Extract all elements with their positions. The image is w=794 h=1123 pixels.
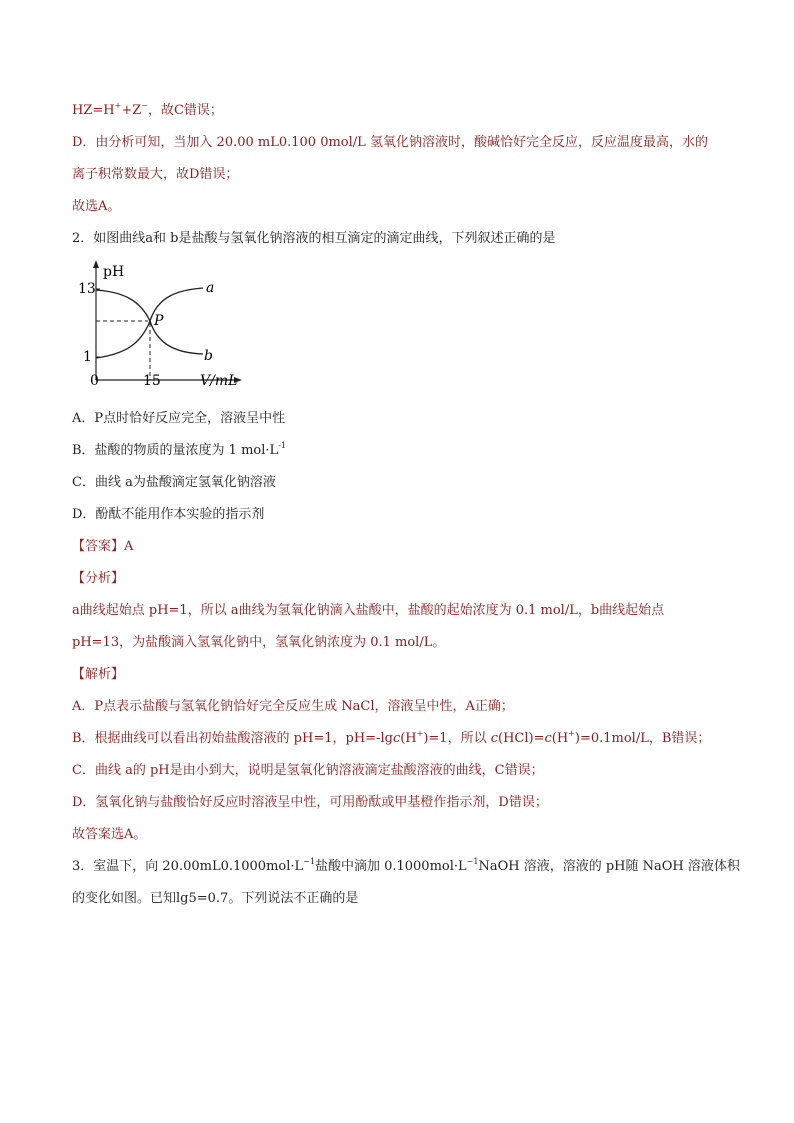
analysis-line-2: pH=13，为盐酸滴入氢氧化钠中，氢氧化钠浓度为 0.1 mol/L。 <box>72 635 446 650</box>
analysis-line-1: a曲线起始点 pH=1，所以 a曲线为氢氧化钠滴入盐酸中，盐酸的起始浓度为 0.1 mol/L，b曲线起始点 <box>72 603 665 618</box>
text: 盐酸中滴加 0.1000mol·L <box>314 859 467 874</box>
curve-b-label: b <box>204 348 213 364</box>
point-p-label: P <box>154 313 164 329</box>
superscript: −1 <box>303 857 315 866</box>
text: +Z <box>121 103 142 118</box>
q2-option-b <box>72 441 286 461</box>
detail-heading: 【解析】 <box>72 667 125 682</box>
superscript: − <box>141 101 148 110</box>
superscript: −1 <box>466 857 479 866</box>
italic-c: c <box>392 731 401 746</box>
text: NaOH 溶液，溶液的 pH随 NaOH 溶液体积 <box>478 859 740 874</box>
tick-label-1: 1 <box>83 349 92 365</box>
superscript: + <box>114 101 122 110</box>
conclusion: 故答案选A。 <box>72 827 147 842</box>
top-line-3: 离子积常数最大，故D错误； <box>72 167 239 182</box>
text: )=1，所以 <box>423 731 491 746</box>
text: ，故C错误； <box>147 103 223 118</box>
detail-d: D．氢氧化钠与盐酸恰好反应时溶液呈中性，可用酚酞或甲基橙作指示剂，D错误； <box>72 795 548 810</box>
y-axis-label: pH <box>103 264 125 280</box>
superscript: + <box>416 729 424 738</box>
q2-stem: 2．如图曲线a和 b是盐酸与氢氧化钠溶液的相互滴定的滴定曲线，下列叙述正确的是 <box>72 231 556 246</box>
text: )=0.1mol/L，B错误； <box>574 731 711 746</box>
detail-a: A．P点表示盐酸与氢氧化钠恰好完全反应生成 NaCl，溶液呈中性，A正确； <box>72 699 514 714</box>
q3-line-2: 的变化如图。已知lg5=0.7。下列说法不正确的是 <box>72 891 359 906</box>
x-axis-label: V/mL <box>200 373 238 389</box>
text: (HCl)= <box>498 731 545 746</box>
italic-c: c <box>490 731 498 746</box>
text: (H <box>400 731 417 746</box>
text: 3．室温下，向 20.00mL0.1000mol·L <box>72 859 304 874</box>
detail-b <box>72 729 710 749</box>
answer-heading: 【答案】A <box>72 539 134 554</box>
y-axis-arrow <box>93 260 99 268</box>
tick-label-13: 13 <box>78 281 96 297</box>
top-line-2: D．由分析可知，当加入 20.00 mL0.100 0mol/L 氢氧化钠溶液时，酸碱恰好完全反应，反应温度最高，水的 <box>72 135 708 150</box>
text: B．盐酸的物质的量浓度为 1 mol·L <box>72 443 279 458</box>
italic-c: c <box>544 731 552 746</box>
analysis-heading: 【分析】 <box>72 571 125 586</box>
superscript: -1 <box>278 441 286 450</box>
top-line-1 <box>72 101 223 121</box>
tick-label-15: 15 <box>143 373 161 389</box>
top-line-4: 故选A。 <box>72 199 121 214</box>
superscript: + <box>568 729 575 738</box>
q2-option-d: D．酚酞不能用作本实验的指示剂 <box>72 507 265 522</box>
curve-a-label: a <box>206 280 215 296</box>
q2-option-c: C．曲线 a为盐酸滴定氢氧化钠溶液 <box>72 475 276 490</box>
detail-c: C．曲线 a的 pH是由小到大，说明是氢氧化钠溶液滴定盐酸溶液的曲线，C错误； <box>72 763 544 778</box>
q3-line-1 <box>72 857 740 877</box>
titration-graph <box>78 258 248 390</box>
text: HZ=H <box>72 103 115 118</box>
text: (H <box>551 731 569 746</box>
text: B．根据曲线可以看出初始盐酸溶液的 pH=1，pH=-lg <box>72 731 393 746</box>
q2-option-a: A．P点时恰好反应完全，溶液呈中性 <box>72 411 286 426</box>
tick-label-0: 0 <box>90 373 99 389</box>
